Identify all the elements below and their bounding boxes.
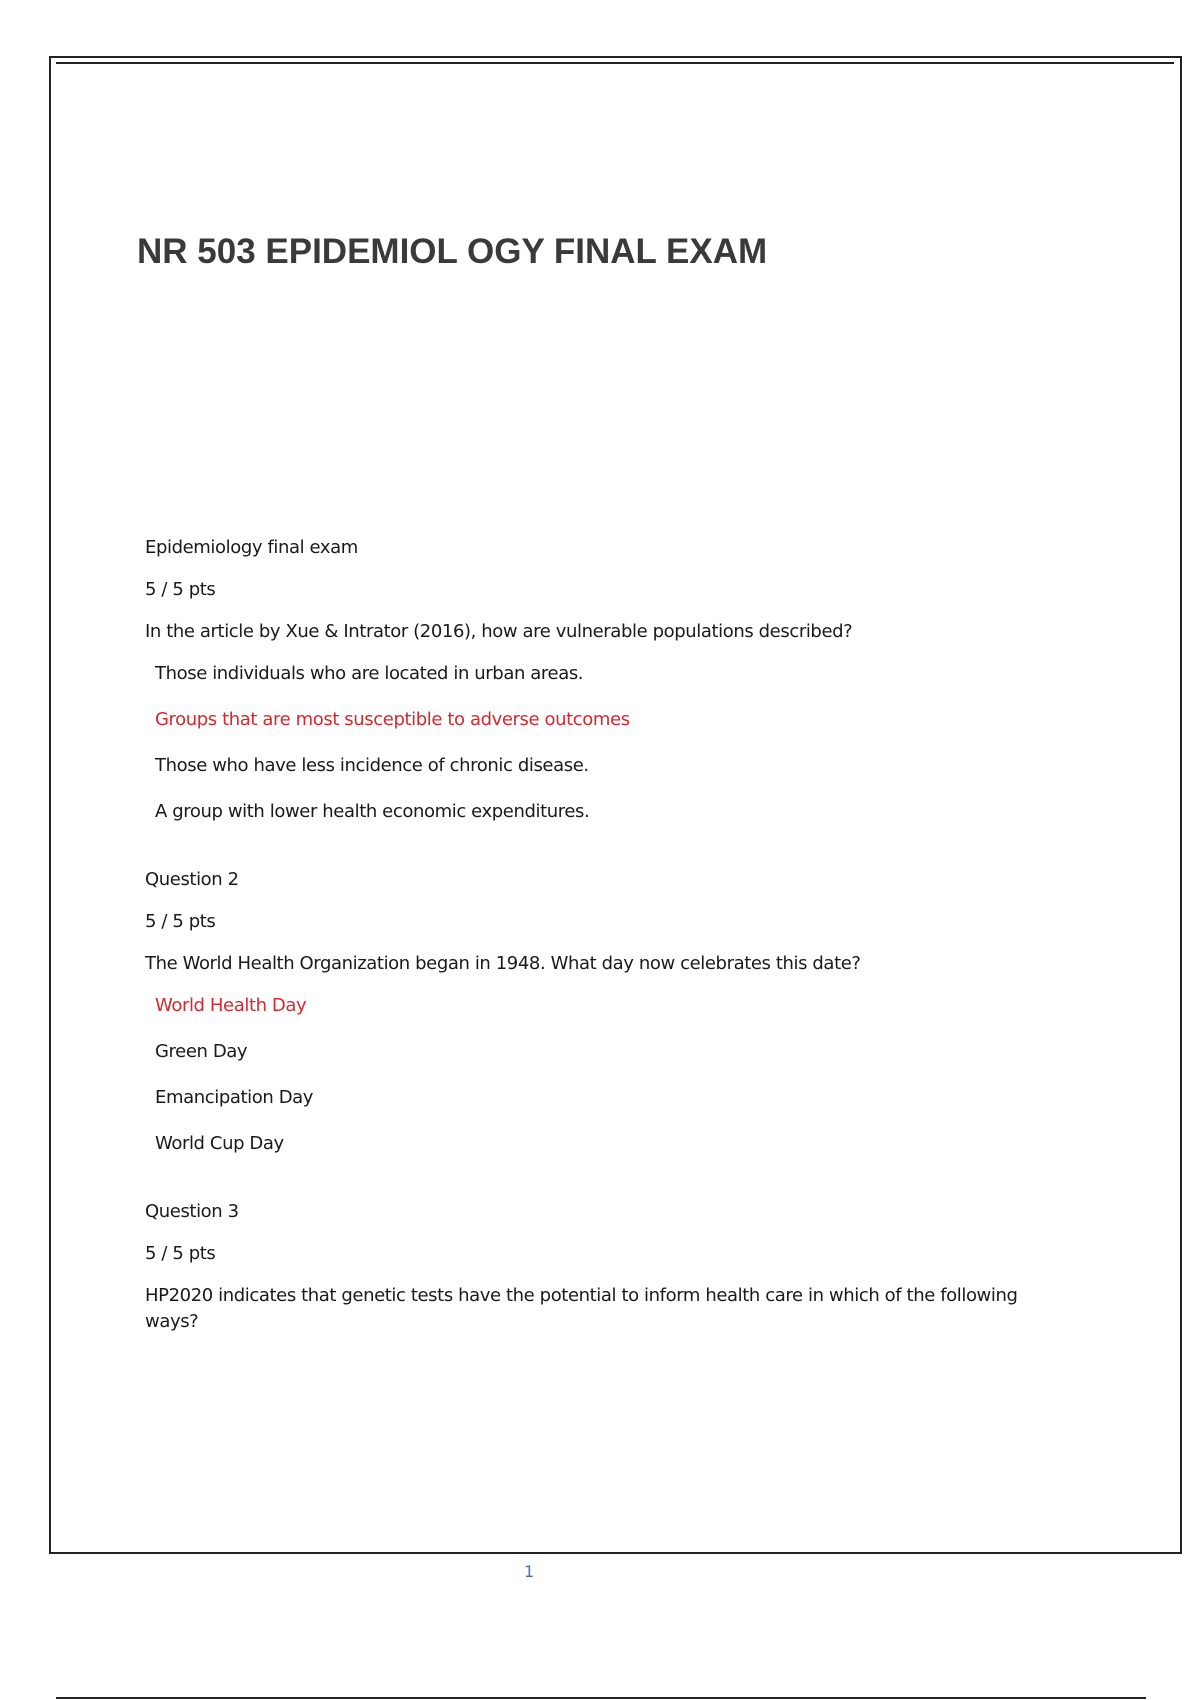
answer-list xyxy=(145,993,1075,1157)
question-points: 5 / 5 pts xyxy=(145,911,216,932)
answer-option-correct: Groups that are most susceptible to adverse outcomes xyxy=(155,709,630,730)
question-block-1 xyxy=(145,535,1075,825)
question-prompt: The World Health Organization began in 1948. What day now celebrates this date? xyxy=(145,953,861,974)
answer-option: Those individuals who are located in urban areas. xyxy=(155,663,584,684)
question-block-3 xyxy=(145,1199,1075,1335)
answer-option: Emancipation Day xyxy=(155,1087,314,1108)
page-number: 1 xyxy=(524,1562,535,1581)
answer-list xyxy=(145,661,1075,825)
question-label: Question 3 xyxy=(145,1201,239,1222)
answer-option-correct: World Health Day xyxy=(155,995,307,1016)
question-prompt: In the article by Xue & Intrator (2016), how are vulnerable populations described? xyxy=(145,621,853,642)
question-points: 5 / 5 pts xyxy=(145,1243,216,1264)
question-block-2 xyxy=(145,867,1075,1157)
document-title: NR 503 EPIDEMIOL OGY FINAL EXAM xyxy=(137,232,768,271)
footer-rule xyxy=(56,1697,1146,1699)
answer-option: Those who have less incidence of chronic disease. xyxy=(155,755,589,776)
question-prompt: HP2020 indicates that genetic tests have the potential to inform health care in which of the following ways? xyxy=(145,1285,1018,1332)
answer-option: World Cup Day xyxy=(155,1133,284,1154)
question-label: Epidemiology final exam xyxy=(145,537,358,558)
header-rule xyxy=(56,62,1174,64)
answer-option: A group with lower health economic expenditures. xyxy=(155,801,590,822)
exam-content xyxy=(145,535,1075,1377)
answer-option: Green Day xyxy=(155,1041,248,1062)
question-label: Question 2 xyxy=(145,869,239,890)
question-points: 5 / 5 pts xyxy=(145,579,216,600)
